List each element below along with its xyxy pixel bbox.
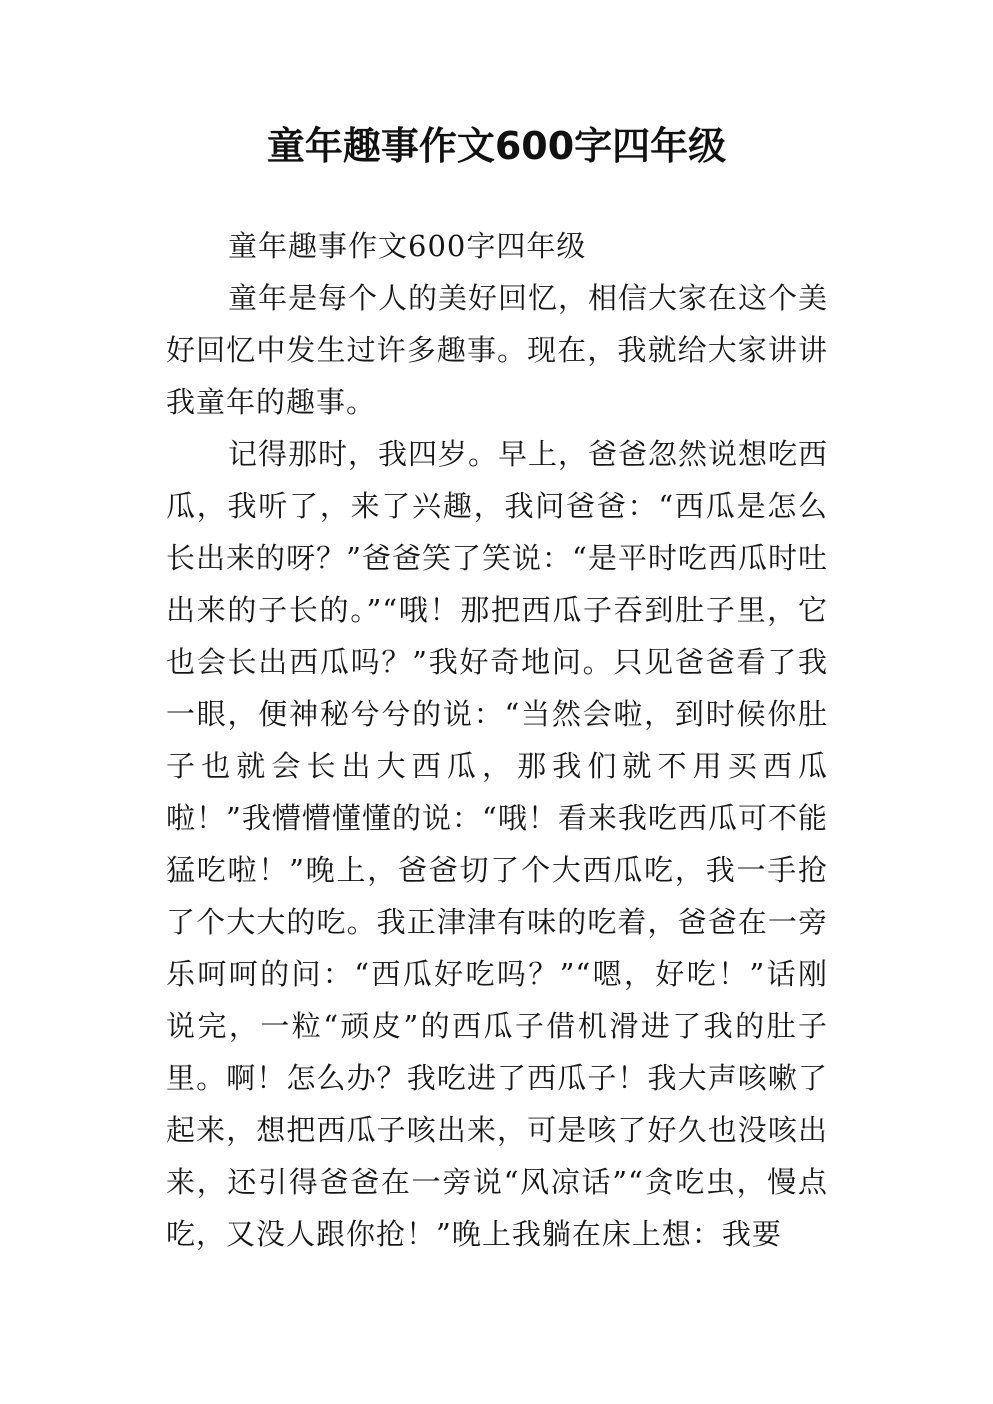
essay-intro-paragraph: 童年是每个人的美好回忆，相信大家在这个美好回忆中发生过许多趣事。现在，我就给大家讲讲我童年的趣事。 (166, 281, 829, 419)
essay-body (166, 220, 828, 1260)
page-title: 童年趣事作文600字四年级 (266, 124, 727, 168)
essay-subtitle-paragraph: 童年趣事作文600字四年级 (228, 229, 587, 263)
essay-story-paragraph: 记得那时，我四岁。早上，爸爸忽然说想吃西瓜，我听了，来了兴趣，我问爸爸：“西瓜是怎么长出来的呀？”爸爸笑了笑说：“是平时吃西瓜时吐出来的子长的。”“哦！那把西瓜子吞到肚子里，它也会长出西瓜吗？”我好奇地问。只见爸爸看了我一眼，便神秘兮兮的说：“当然会啦，到时候你肚子也就会长出大西瓜，那我们就不用买西瓜啦！”我懵懵懂懂的说：“哦！看来我吃西瓜可不能猛吃啦！”晚上，爸爸切了个大西瓜吃，我一手抢了个大大的吃。我正津津有味的吃着，爸爸在一旁乐呵呵的问：“西瓜好吃吗？”“嗯，好吃！”话刚说完，一粒“顽皮”的西瓜子借机滑进了我的肚子里。啊！怎么办？我吃进了西瓜子！我大声咳嗽了起来，想把西瓜子咳出来，可是咳了好久也没咳出来，还引得爸爸在一旁说“风凉话”“贪吃虫，慢点吃，又没人跟你抢！”晚上我躺在床上想：我要 (166, 437, 829, 1251)
